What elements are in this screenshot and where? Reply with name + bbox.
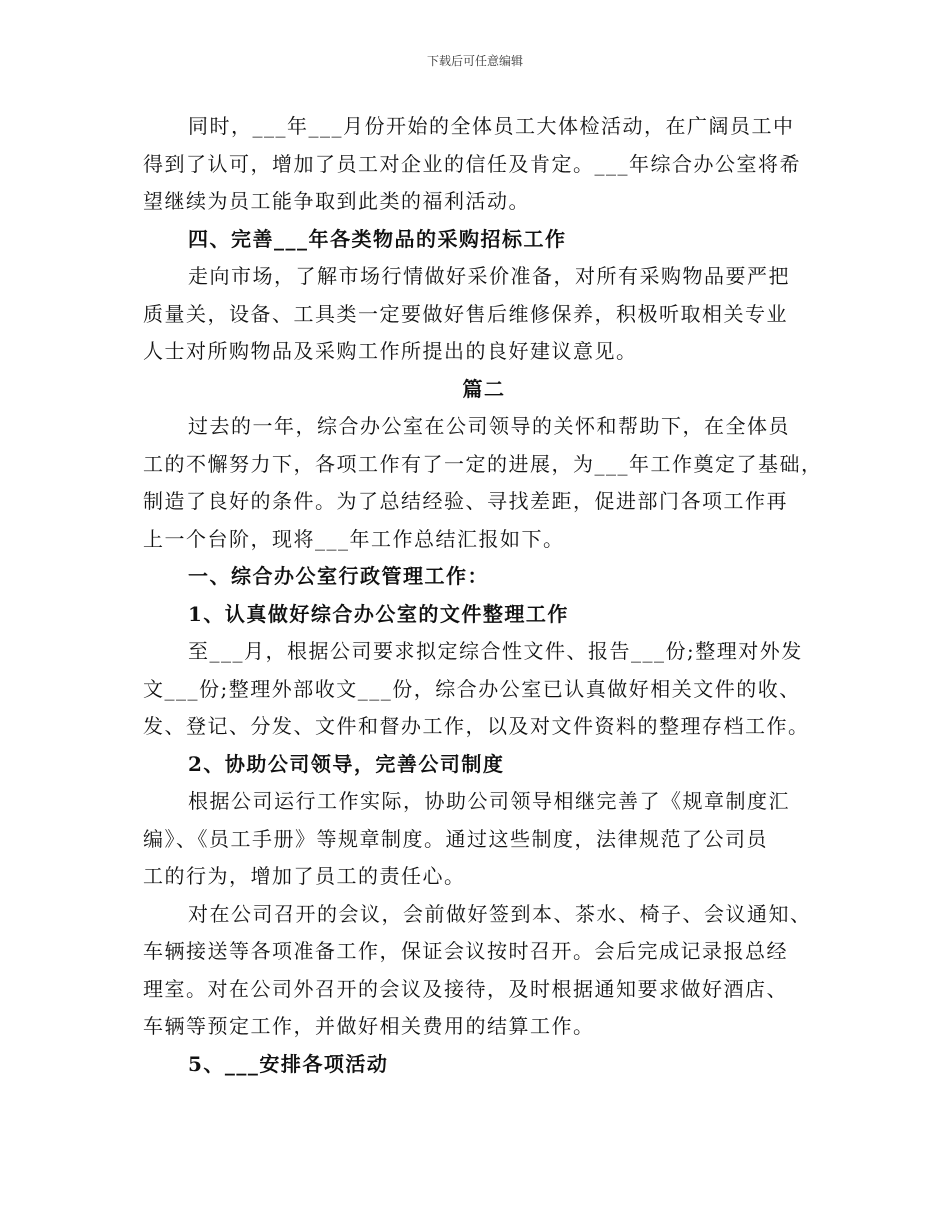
part-title: 篇二	[462, 376, 506, 401]
subsection-heading: 1、认真做好综合办公室的文件整理工作	[188, 601, 569, 626]
paragraph-line: 工的行为，增加了员工的责任心。	[143, 864, 466, 888]
section-heading: 四、完善___年各类物品的采购招标工作	[188, 226, 567, 251]
paragraph-line: 对在公司召开的会议，会前做好签到本、茶水、椅子、会议通知、	[188, 901, 812, 926]
paragraph-line: 车辆等预定工作，并做好相关费用的结算工作。	[143, 1014, 595, 1038]
paragraph-line: 制造了良好的条件。为了总结经验、寻找差距，促进部门各项工作再	[143, 489, 788, 513]
paragraph-line: 同时，___年___月份开始的全体员工大体检活动，在广阔员工中	[188, 114, 795, 138]
subsection-heading: 5、___安排各项活动	[188, 1051, 389, 1076]
document-body	[143, 108, 825, 1083]
paragraph-line: 至___月，根据公司要求拟定综合性文件、报告___份;整理对外发	[188, 639, 803, 663]
subsection-heading: 2、协助公司领导，完善公司制度	[188, 751, 505, 776]
paragraph-line: 车辆接送等各项准备工作，保证会议按时召开。会后完成记录报总经	[143, 939, 788, 963]
paragraph-line: 质量关，设备、工具类一定要做好售后维修保养，积极听取相关专业	[143, 301, 788, 326]
section-heading: 一、综合办公室行政管理工作：	[188, 564, 489, 588]
paragraph-line: 工的不懈努力下，各项工作有了一定的进展，为___年工作奠定了基础，	[143, 451, 823, 476]
paragraph-line: 望继续为员工能争取到此类的福利活动。	[143, 189, 530, 213]
paragraph-line: 文___份;整理外部收文___份，综合办公室已认真做好相关文件的收、	[143, 676, 801, 701]
paragraph-line: 编》、《员工手册》等规章制度。通过这些制度，法律规范了公司员	[143, 826, 768, 851]
paragraph-line: 人士对所购物品及采购工作所提出的良好建议意见。	[143, 339, 638, 363]
paragraph-line: 根据公司运行工作实际，协助公司领导相继完善了《规章制度汇	[188, 789, 790, 813]
page-header: 下载后可任意编辑	[426, 54, 523, 68]
paragraph-line: 发、登记、分发、文件和督办工作，以及对文件资料的整理存档工作。	[143, 714, 810, 738]
paragraph-line: 上一个台阶，现将___年工作总结汇报如下。	[143, 526, 565, 551]
paragraph-line: 理室。对在公司外召开的会议及接待，及时根据通知要求做好酒店、	[143, 976, 788, 1001]
paragraph-line: 过去的一年，综合办公室在公司领导的关怀和帮助下，在全体员	[188, 414, 790, 438]
paragraph-line: 走向市场，了解市场行情做好采价准备，对所有采购物品要严把	[188, 264, 790, 288]
paragraph-line: 得到了认可，增加了员工对企业的信任及肯定。___年综合办公室将希	[143, 151, 801, 176]
